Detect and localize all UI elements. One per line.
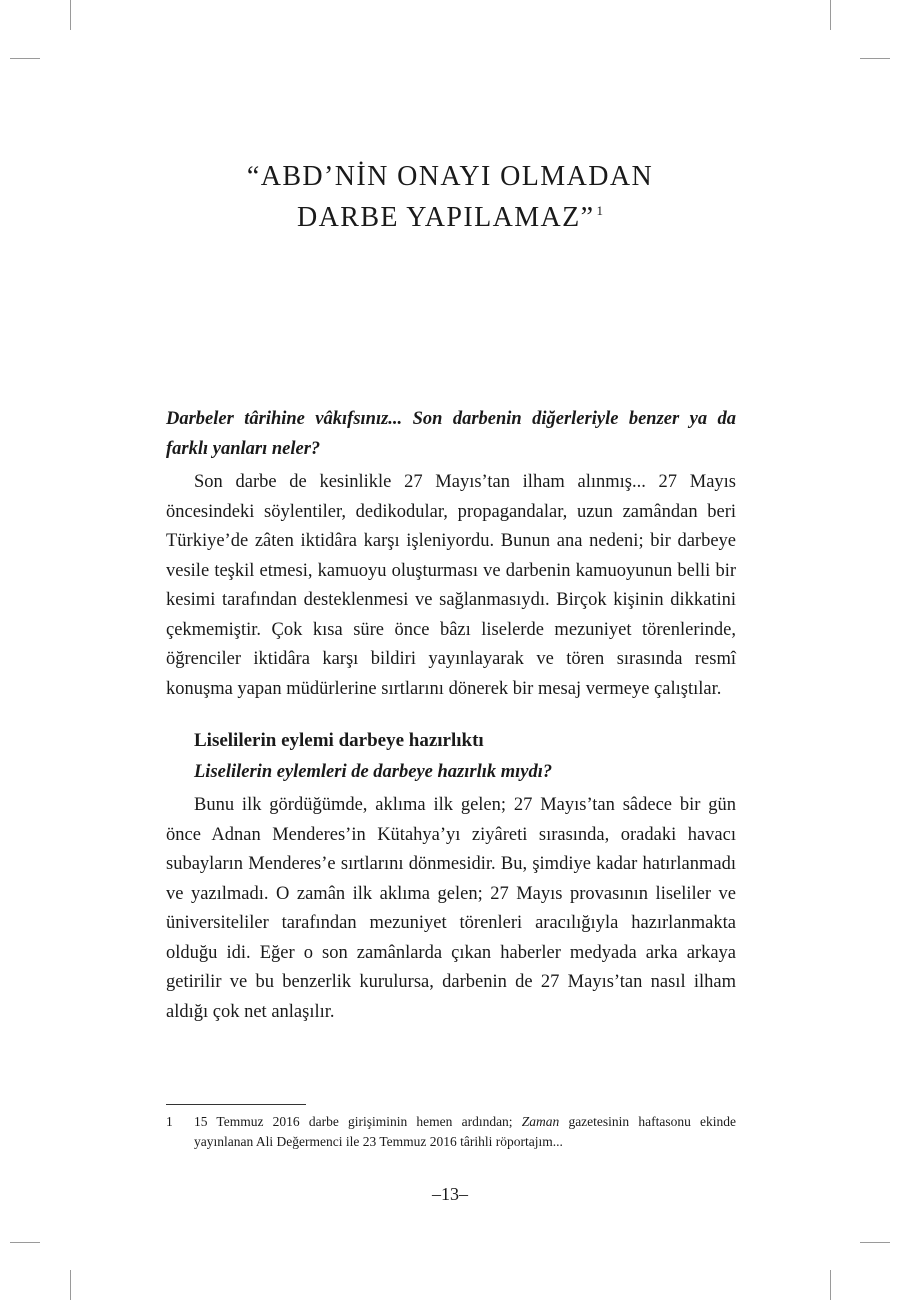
footnote (166, 1112, 736, 1152)
body-text (166, 405, 736, 1027)
footnote-divider (166, 1104, 306, 1105)
page-number: –13– (432, 1184, 468, 1204)
crop-mark (860, 58, 890, 59)
footnote-text-after: gazetesinin haftasonu ekinde yayınlanan Ali Değermenci ile 23 Temmuz 2016 târihli röportajım... (194, 1114, 736, 1149)
crop-mark (830, 0, 831, 30)
crop-mark (10, 58, 40, 59)
crop-mark (860, 1242, 890, 1243)
crop-mark (70, 0, 71, 30)
section-heading: Liselilerin eylemi darbeye hazırlıktı (194, 730, 484, 751)
interview-answer: Bunu ilk gördüğümde, aklıma ilk gelen; 27 Mayıs’tan sâdece bir gün önce Adnan Menderes’in Kütahya’yı ziyâreti sırasında, oradaki havacı subayların Menderes’e sırtlarını dönmesidir. Bu, şimdiye kadar hatırlanmadı ve yazılmadı. O zamân ilk aklıma gelen; 27 Mayıs provasının liseliler ve üniversiteliler tarafından mezuniyet törenleri aracılığıyla hazırlanmakta olduğu idi. Eğer o son zamânlarda çıkan haberler medyada arka arkaya getirilir ve bu benzerlik kurulursa, darbenin de 27 Mayıs’tan nasıl ilham aldığı çok net anlaşılır. (166, 795, 736, 1022)
crop-mark (830, 1270, 831, 1300)
chapter-title-line: “ABD’NİN ONAYI OLMADAN (246, 161, 654, 192)
footnote-number: 1 (166, 1114, 173, 1129)
chapter-title (150, 160, 750, 235)
interview-question: Liselilerin eylemleri de darbeye hazırlık mıydı? (194, 761, 553, 782)
newspaper-name: Zaman (521, 1114, 560, 1129)
footnote-text (194, 1112, 736, 1152)
footnote-reference[interactable]: 1 (596, 203, 603, 218)
footnote-text-before: 15 Temmuz 2016 darbe girişiminin hemen ardından; (194, 1114, 522, 1129)
chapter-title-line (150, 194, 750, 235)
crop-mark (10, 1242, 40, 1243)
crop-mark (70, 1270, 71, 1300)
interview-answer: Son darbe de kesinlikle 27 Mayıs’tan ilham alınmış... 27 Mayıs öncesindeki söylentiler, dedikodular, propagandalar, uzun zamândan beri Türkiye’de zâten iktidâra karşı işleniyordu. Bunun ana nedeni; bir darbeye vesile teşkil etmesi, kamuoyu oluşturması ve darbenin kamuoyunun belli bir kesimi tarafından desteklenmesi ve sağlanmasıydı. Birçok kişinin dikkatini çekmemiştir. Çok kısa süre önce bâzı liselerde mezuniyet törenlerinde, öğrenciler iktidâra karşı bildiri yayınlayarak ve tören sırasında resmî konuşma yapan müdürlerine sırtlarını dönerek bir mesaj vermeye çalıştılar. (166, 472, 736, 699)
chapter-title-text: DARBE YAPILAMAZ” (297, 202, 595, 233)
interview-question: Darbeler târihine vâkıfsınız... Son darbenin diğerleriyle benzer ya da farklı yanları neler? (166, 409, 736, 459)
